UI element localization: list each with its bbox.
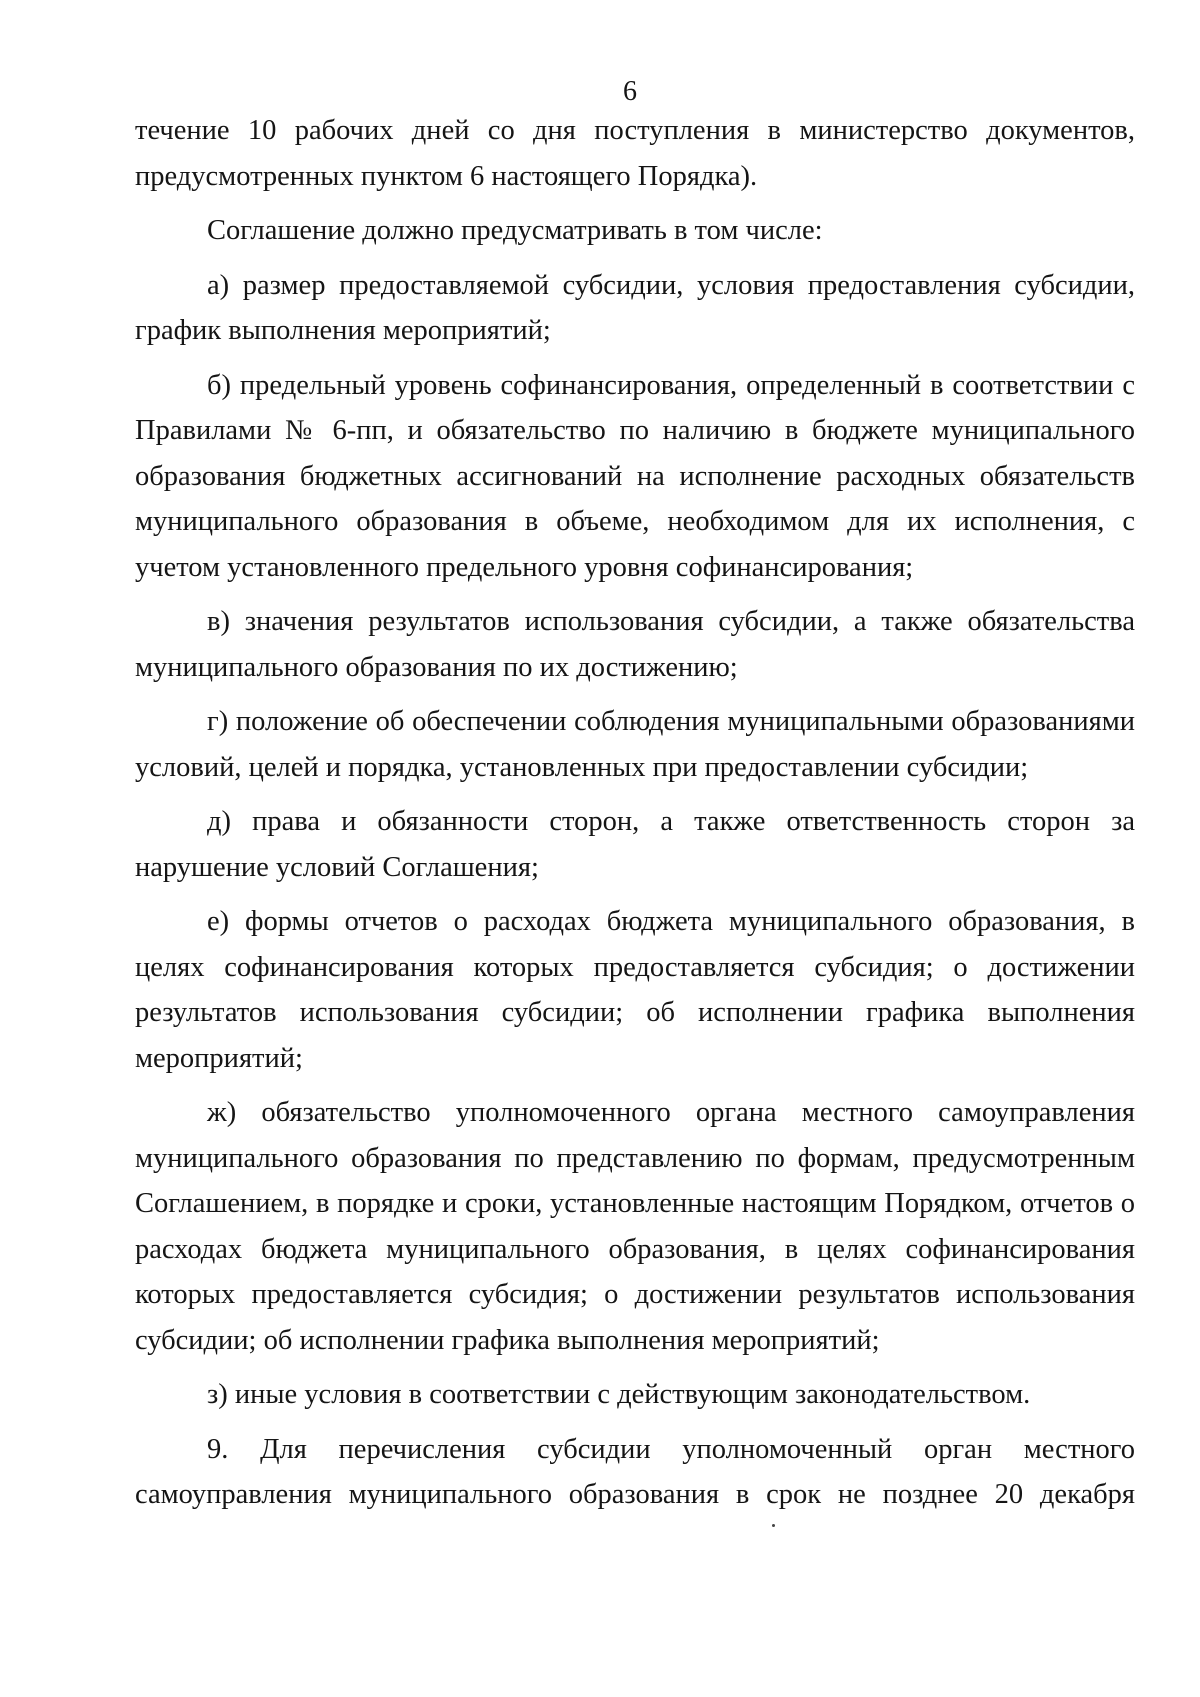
paragraph-agreement-intro: Соглашение должно предусматривать в том числе: [207,215,823,246]
paragraph-item-v: в) значения результатов использования субсидии, а также обязательства муниципального образования по их достижению; [135,606,1135,683]
paragraph-continuation: течение 10 рабочих дней со дня поступления в министерство документов, предусмотренных пунктом 6 настоящего Порядка). [135,115,1135,192]
paragraph-item-a: а) размер предоставляемой субсидии, условия предоставления субсидии, график выполнения мероприятий; [135,269,1135,346]
paragraph-item-e: е) формы отчетов о расходах бюджета муниципального образования, в целях софинансирования которых предоставляется субсидия; о достижении результатов использования субсидии; об исполнении графика выполнения мероприятий; [135,906,1135,1074]
scan-speck [772,1524,775,1527]
paragraph-item-d: д) права и обязанности сторон, а также ответственность сторон за нарушение условий Соглашения; [135,806,1135,883]
paragraph-item-b: б) предельный уровень софинансирования, определенный в соответствии с Правилами № 6-пп, и обязательство по наличию в бюджете муниципального образования бюджетных ассигнований на исполнение расходных обязательств муниципального образования в объеме, необходимом для их исполнения, с учетом установленного предельного уровня софинансирования; [135,369,1135,583]
document-body [135,108,1135,1518]
paragraph-item-zh: ж) обязательство уполномоченного органа местного самоуправления муниципального образования по представлению по формам, предусмотренным Соглашением, в порядке и сроки, установленные настоящим Порядком, отчетов о расходах бюджета муниципального образования, в целях софинансирования которых предоставляется субсидия; о достижении результатов использования субсидии; об исполнении графика выполнения мероприятий; [135,1097,1135,1356]
paragraph-item-z: з) иные условия в соответствии с действующим законодательством. [207,1379,1031,1410]
paragraph-item-g: г) положение об обеспечении соблюдения муниципальными образованиями условий, целей и порядка, установленных при предоставлении субсидии; [135,706,1135,783]
paragraph-section-9: 9. Для перечисления субсидии уполномоченный орган местного самоуправления муниципального образования в срок не позднее 20 декабря [135,1433,1135,1510]
page-number: 6 [623,76,637,107]
